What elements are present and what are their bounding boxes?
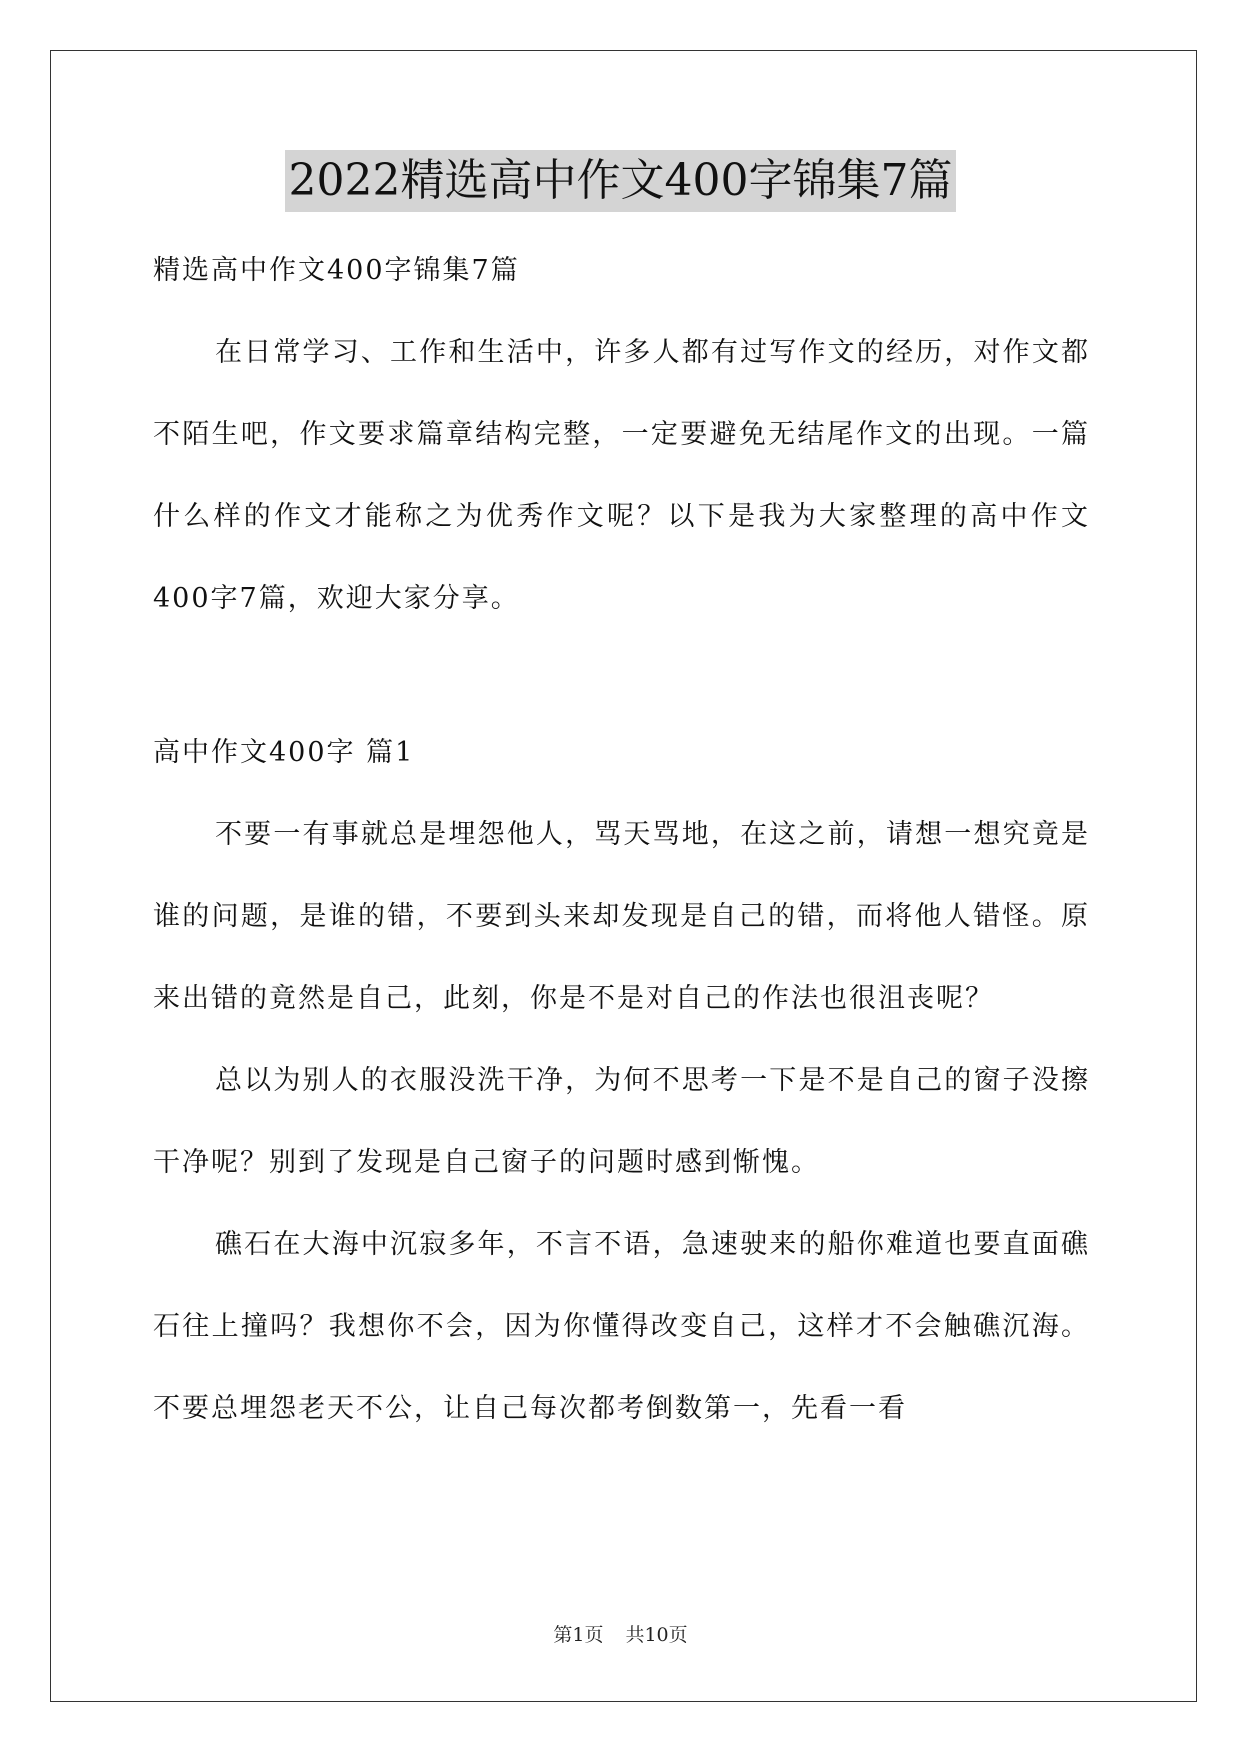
intro-paragraph: 在日常学习、工作和生活中，许多人都有过写作文的经历，对作文都不陌生吧，作文要求篇章结构完整，一定要避免无结尾作文的出现。一篇什么样的作文才能称之为优秀作文呢？以下是我为大家整理的高中作文400字7篇，欢迎大家分享。 bbox=[153, 337, 1090, 614]
page-total: 共10页 bbox=[625, 1624, 688, 1646]
page-number: 第1页 bbox=[553, 1624, 604, 1646]
page-footer bbox=[0, 1622, 1241, 1648]
document-title: 2022精选高中作文400字锦集7篇 bbox=[285, 150, 957, 212]
section-heading: 高中作文400字 篇1 bbox=[153, 737, 415, 768]
body-paragraph-2: 总以为别人的衣服没洗干净，为何不思考一下是不是自己的窗子没擦干净呢？别到了发现是自己窗子的问题时感到惭愧。 bbox=[153, 1065, 1090, 1178]
document-body bbox=[153, 230, 1090, 1450]
body-paragraph-1: 不要一有事就总是埋怨他人，骂天骂地，在这之前，请想一想究竟是谁的问题，是谁的错，不要到头来却发现是自己的错，而将他人错怪。原来出错的竟然是自己，此刻，你是不是对自己的作法也很沮丧呢？ bbox=[153, 819, 1090, 1014]
section-gap bbox=[153, 640, 1090, 712]
body-paragraph-3: 礁石在大海中沉寂多年，不言不语，急速驶来的船你难道也要直面礁石往上撞吗？我想你不会，因为你懂得改变自己，这样才不会触礁沉海。不要总埋怨老天不公，让自己每次都考倒数第一，先看一看 bbox=[153, 1229, 1090, 1424]
title-wrap bbox=[0, 150, 1241, 212]
document-subtitle: 精选高中作文400字锦集7篇 bbox=[153, 255, 520, 286]
